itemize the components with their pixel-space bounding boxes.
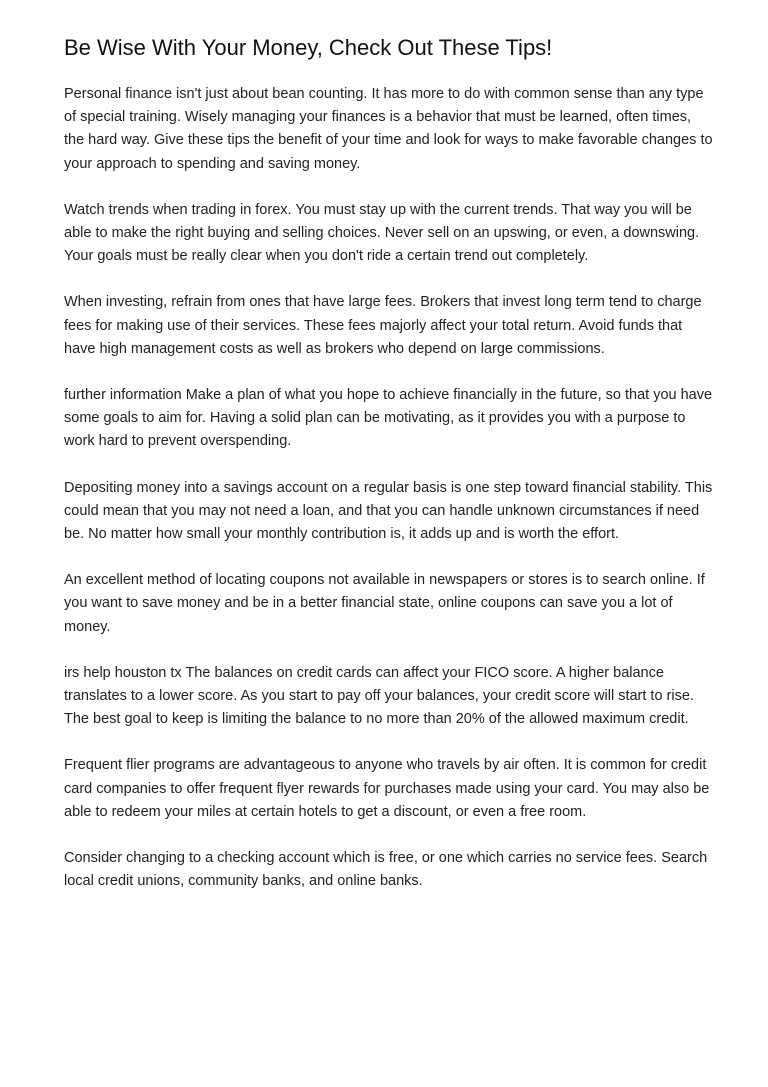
paragraph-online-coupons: An excellent method of locating coupons not available in newspapers or stores is to search online. If you want to save money and be in a better financial state, online coupons can save you a lot of money.	[64, 572, 705, 635]
paragraph-credit-balances: irs help houston tx The balances on credit cards can affect your FICO score. A higher balance translates to a lower score. As you start to pay off your balances, your credit score will start to rise. The best goal to keep is limiting the balance to no more than 20% of the allowed maximum credit.	[64, 664, 694, 728]
paragraph-financial-plan: further information Make a plan of what you hope to achieve financially in the future, so that you have some goals to aim for. Having a solid plan can be motivating, as it provides you with a purpose to work hard to prevent overspending.	[64, 387, 713, 450]
paragraph-forex-trends: Watch trends when trading in forex. You must stay up with the current trends. That way you will be able to make the right buying and selling choices. Never sell on an upswing, or even, a downswing. Your goals must be really clear when you don't ride a certain trend out completely.	[64, 201, 700, 265]
paragraph-savings-account: Depositing money into a savings account on a regular basis is one step toward financial stability. This could mean that you may not need a loan, and that you can handle unknown circumstances if need be. No matter how small your monthly contribution is, it adds up and is worth the effort.	[64, 479, 713, 543]
paragraph-investing-fees: When investing, refrain from ones that have large fees. Brokers that invest long term tend to charge fees for making use of their services. These fees majorly affect your total return. Avoid funds that have high management costs as well as brokers who depend on large commissions.	[64, 294, 702, 357]
paragraph-checking-account: Consider changing to a checking account which is free, or one which carries no service fees. Search local credit unions, community banks, and online banks.	[64, 850, 708, 890]
paragraph-frequent-flier: Frequent flier programs are advantageous to anyone who travels by air often. It is common for credit card companies to offer frequent flyer rewards for purchases made using your card. You may also be able to redeem your miles at certain hotels to get a discount, or even a free room.	[64, 757, 710, 820]
document-page	[64, 30, 714, 916]
paragraph-intro: Personal finance isn't just about bean counting. It has more to do with common sense than any type of special training. Wisely managing your finances is a behavior that must be learned, often times, the hard way. Give these tips the benefit of your time and look for ways to make favorable changes to your approach to spending and saving money.	[64, 86, 713, 172]
document-title: Be Wise With Your Money, Check Out These Tips!	[64, 35, 553, 60]
